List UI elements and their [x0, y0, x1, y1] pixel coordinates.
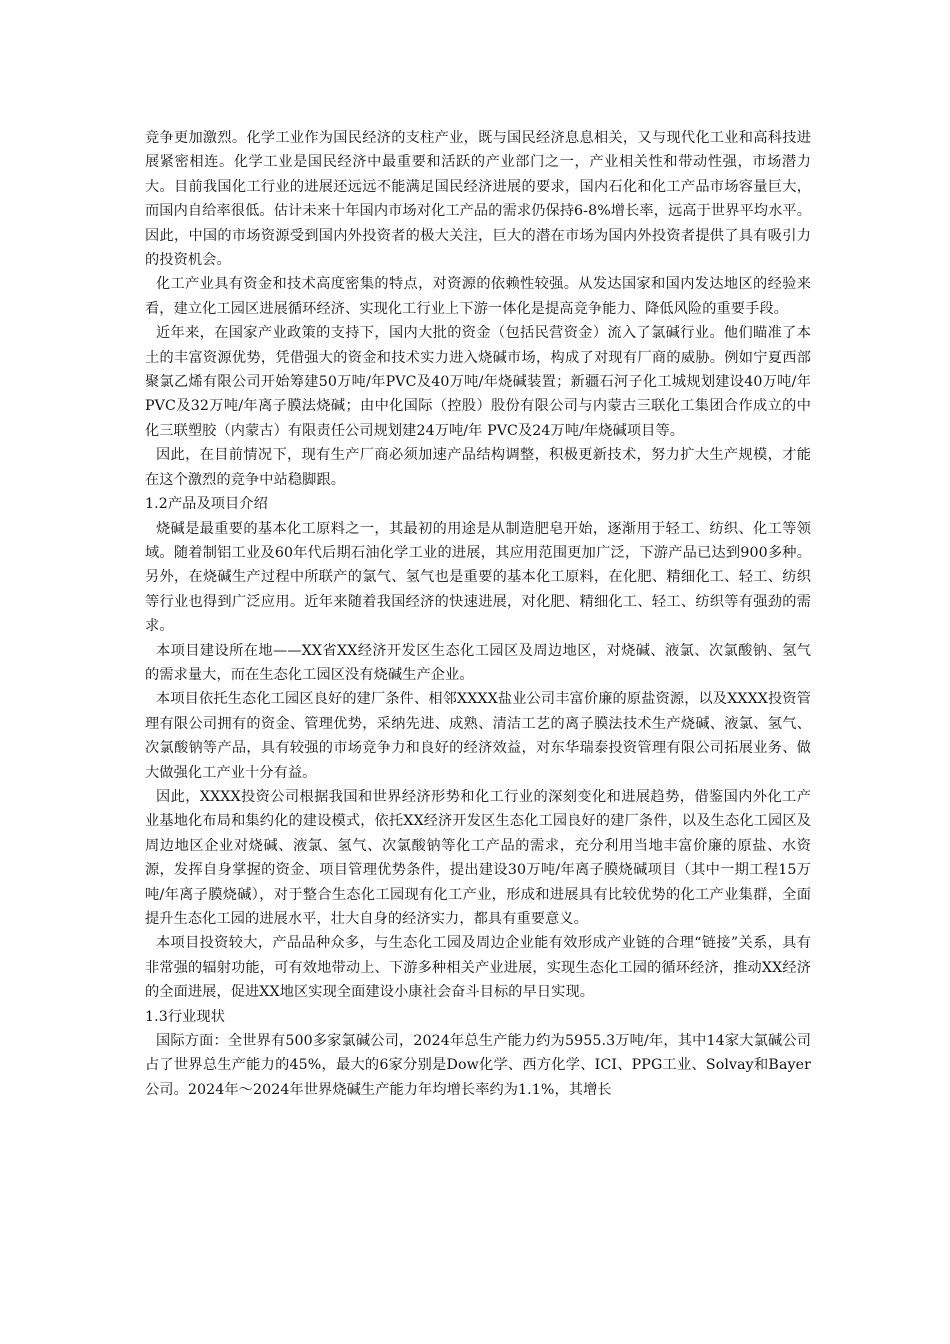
paragraph: 因此，在目前情况下，现有生产厂商必须加速产品结构调整，积极更新技术，努力扩大生产规模，才能在这个激烈的竞争中站稳脚跟。: [145, 447, 811, 488]
paragraph: 本项目依托生态化工园区良好的建厂条件、相邻XXXX盐业公司丰富价廉的原盐资源，以及XXXX投资管理有限公司拥有的资金、管理优势，采纳先进、成熟、清洁工艺的离子膜法技术生产烧碱、液氯、氢气、次氯酸钠等产品，具有较强的市场竞争力和良好的经济效益，对东华瑞泰投资管理有限公司拓展业务、做大做强化工产业十分有益。: [145, 691, 811, 781]
paragraph: 本项目投资较大，产品品种众多，与生态化工园及周边企业能有效形成产业链的合理“链接”关系，具有非常强的辐射功能，可有效地带动上、下游多种相关产业进展，实现生态化工园的循环经济，推动XX经济的全面进展，促进XX地区实现全面建设小康社会奋斗目标的早日实现。: [145, 935, 811, 1001]
paragraph: 化工产业具有资金和技术高度密集的特点，对资源的依赖性较强。从发达国家和国内发达地区的经验来看，建立化工园区进展循环经济、实现化工行业上下游一体化是提高竞争能力、降低风险的重要手段。: [145, 276, 811, 317]
paragraph: 烧碱是最重要的基本化工原料之一，其最初的用途是从制造肥皂开始，逐渐用于轻工、纺织、化工等领域。随着制铝工业及60年代后期石油化学工业的进展，其应用范围更加广泛，下游产品已达到900多种。另外，在烧碱生产过程中所联产的氯气、氢气也是重要的基本化工原料，在化肥、精细化工、轻工、纺织等行业也得到广泛应用。近年来随着我国经济的快速进展，对化肥、精细化工、轻工、纺织等有强劲的需求。: [145, 520, 811, 635]
paragraph: 国际方面：全世界有500多家氯碱公司，2024年总生产能力约为5955.3万吨/年，其中14家大氯碱公司占了世界总生产能力的45%，最大的6家分别是Dow化学、西方化学、ICI、PPG工业、Solvay和Bayer公司。2024年～2024年世界烧碱生产能力年均增长率约为1.1%，其增长: [145, 1033, 811, 1098]
paragraph: 本项目建设所在地——XX省XX经济开发区生态化工园区及周边地区，对烧碱、液氯、次氯酸钠、氢气的需求量大，而在生态化工园区没有烧碱生产企业。: [145, 642, 811, 683]
paragraph: 竞争更加激烈。化学工业作为国民经济的支柱产业，既与国民经济息息相关，又与现代化工业和高科技进展紧密相连。化学工业是国民经济中最重要和活跃的产业部门之一，产业相关性和带动性强，市场潜力大。目前我国化工行业的进展还远远不能满足国民经济进展的要求，国内石化和化工产品市场容量巨大，而国内自给率很低。估计未来十年国内市场对化工产品的需求仍保持6-8%增长率，远高于世界平均水平。因此，中国的市场资源受到国内外投资者的极大关注，巨大的潜在市场为国内外投资者提供了具有吸引力的投资机会。: [145, 130, 811, 269]
document-body: [145, 126, 811, 1102]
paragraph: 近年来，在国家产业政策的支持下，国内大批的资金（包括民营资金）流入了氯碱行业。他们瞄准了本土的丰富资源优势，凭借强大的资金和技术实力进入烧碱市场，构成了对现有厂商的威胁。例如宁夏西部聚氯乙烯有限公司开始筹建50万吨/年PVC及40万吨/年烧碱装置；新疆石河子化工城规划建设40万吨/年PVC及32万吨/年离子膜法烧碱；由中化国际（控股）股份有限公司与内蒙古三联化工集团合作成立的中化三联塑胶（内蒙古）有限责任公司规划建24万吨/年 PVC及24万吨/年烧碱项目等。: [145, 325, 811, 439]
paragraph: 因此，XXXX投资公司根据我国和世界经济形势和化工行业的深刻变化和进展趋势，借鉴国内外化工产业基地化布局和集约化的建设模式，依托XX经济开发区生态化工园良好的建厂条件，以及生态化工园区及周边地区企业对烧碱、液氯、氢气、次氯酸钠等化工产品的需求，充分利用当地丰富价廉的原盐、水资源，发挥自身掌握的资金、项目管理优势条件，提出建设30万吨/年离子膜烧碱项目（其中一期工程15万吨/年离子膜烧碱），对于整合生态化工园现有化工产业，形成和进展具有比较优势的化工产业集群，全面提升生态化工园的进展水平，壮大自身的经济实力，都具有重要意义。: [145, 788, 811, 927]
section-heading: 1.2产品及项目介绍: [145, 496, 268, 513]
section-heading: 1.3行业现状: [145, 1008, 226, 1025]
